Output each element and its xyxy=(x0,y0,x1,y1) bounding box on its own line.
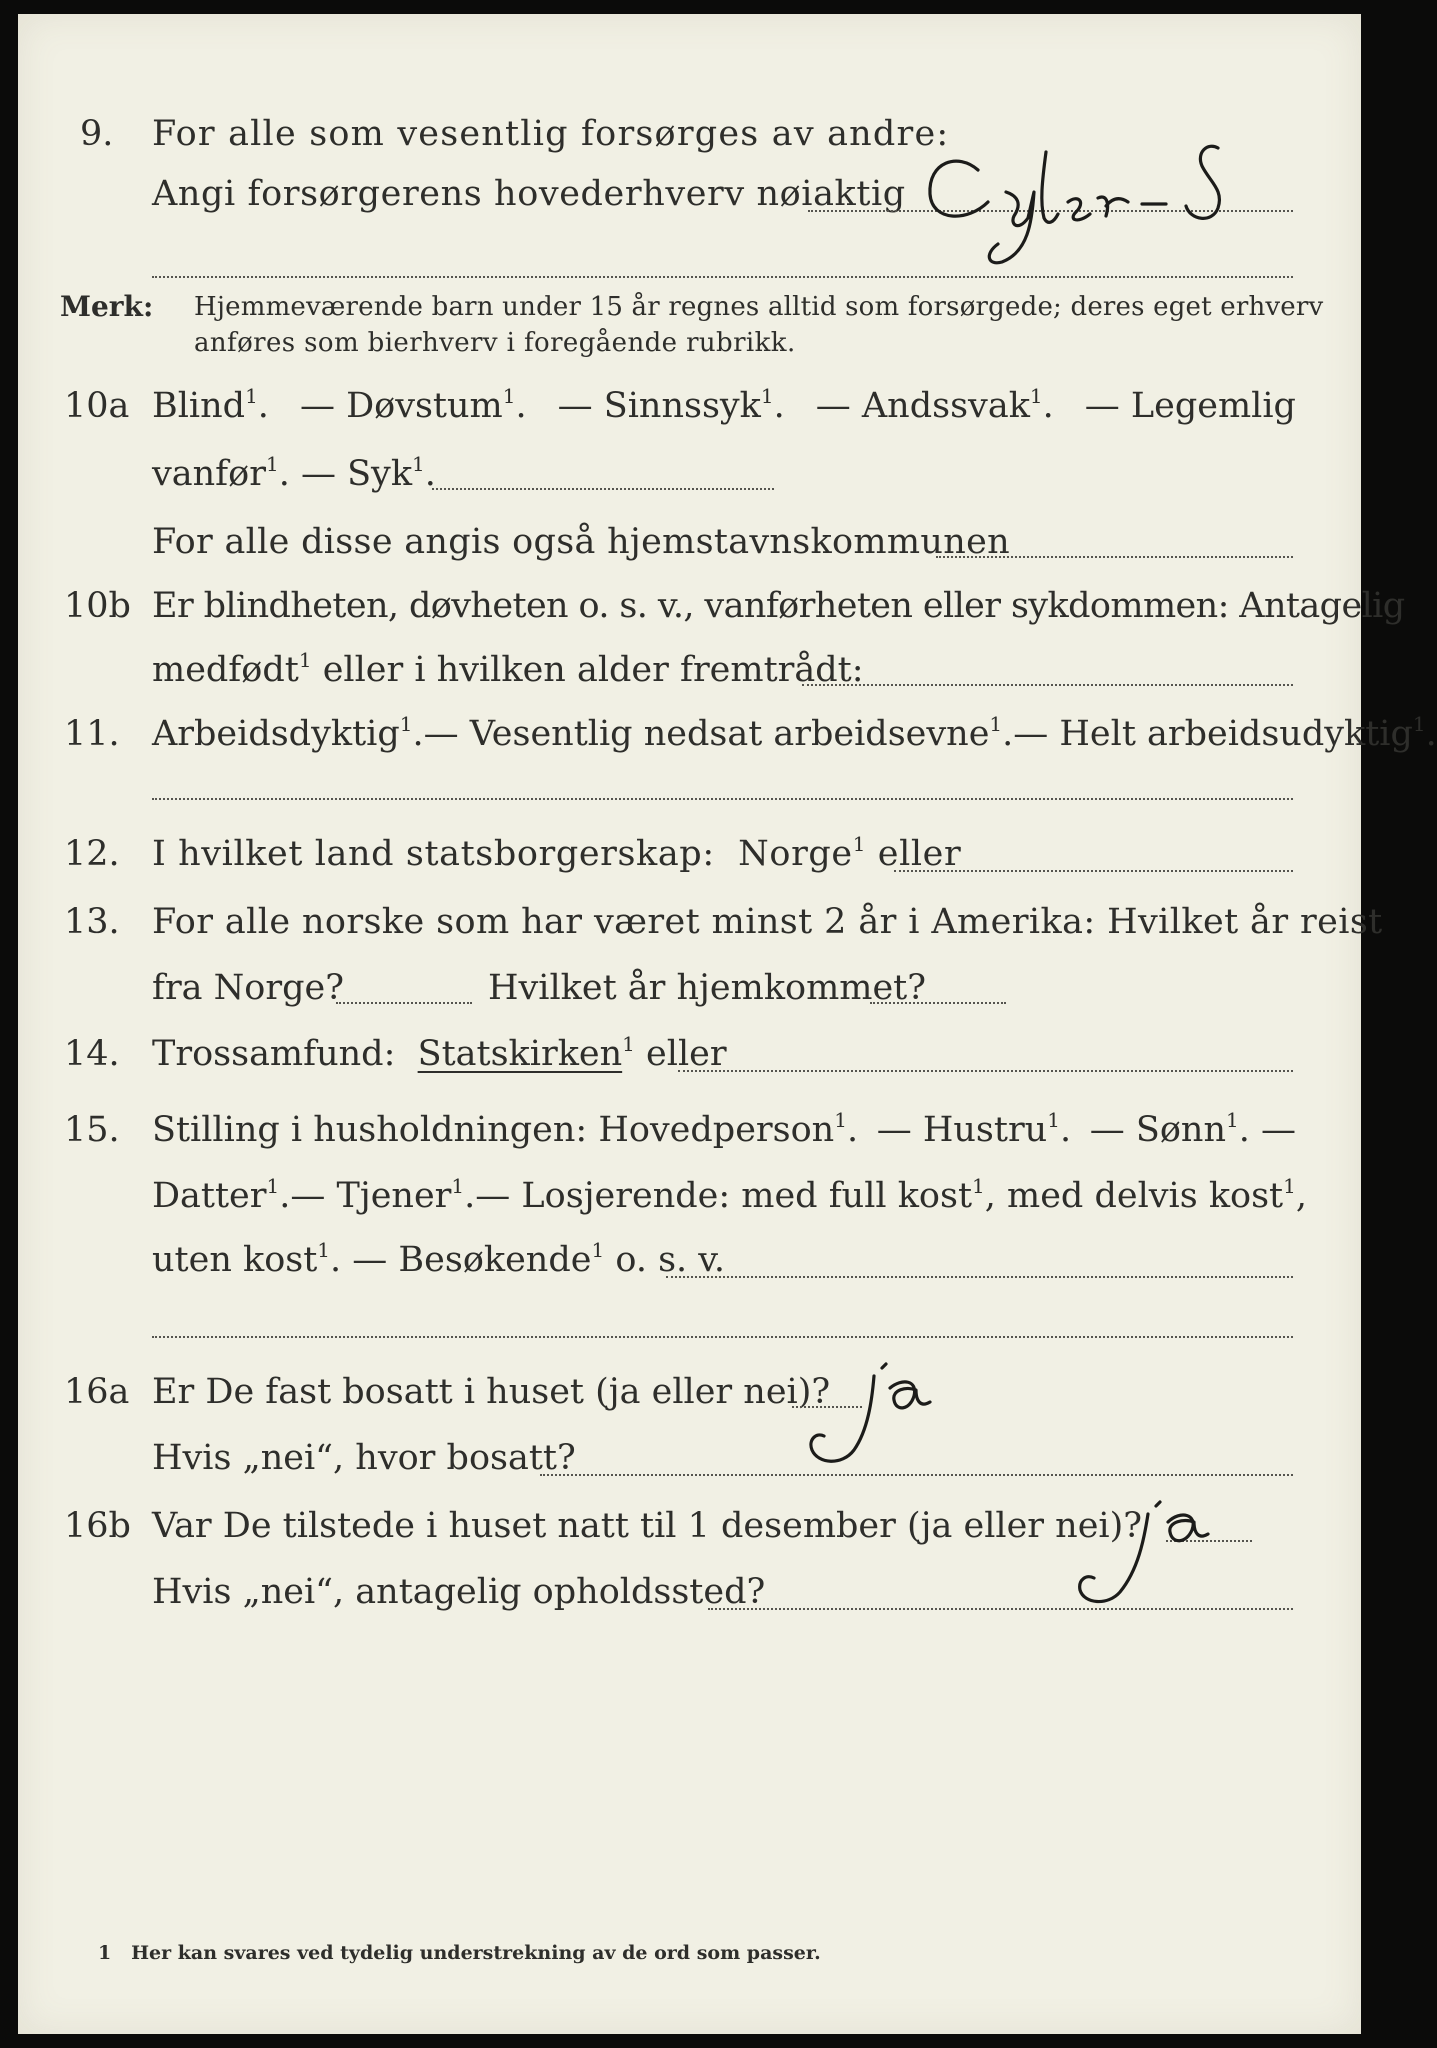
section-number: 15. xyxy=(64,1110,120,1150)
census-form-page xyxy=(18,14,1437,2034)
answer-leader-line xyxy=(666,1276,1293,1278)
footnote xyxy=(98,1942,821,1964)
handwritten-answer-16a xyxy=(798,1360,978,1480)
option-udyktig: — Helt arbeidsudyktig$^1$. xyxy=(1013,712,1437,754)
option-hustru: — Hustru$^1$. xyxy=(876,1108,1072,1150)
footnote-text: Her kan svares ved tydelig understrekning av de ord som passer. xyxy=(131,1942,821,1964)
merk-text: Hjemmeværende barn under 15 år regnes alltid som forsørgede; deres eget erhverv xyxy=(194,292,1324,322)
question-text: Er blindheten, døvheten o. s. v., vanførheten eller sykdommen: Antagelig xyxy=(152,586,1405,626)
section-number: 9. xyxy=(80,114,114,154)
option-losjerende: — Losjerende: med full kost$^1$ xyxy=(475,1174,985,1216)
option-arbeidsdyktig: Arbeidsdyktig$^1$. xyxy=(152,712,424,754)
answer-leader-line xyxy=(678,1070,1293,1072)
option-sinnssyk: — Sinnssyk$^1$. xyxy=(557,384,785,426)
section-number: 16a xyxy=(64,1372,130,1412)
answer-leader-line xyxy=(708,1608,1293,1610)
question-text: Trossamfund: Statskirken$^1$ eller xyxy=(152,1032,727,1074)
answer-leader-line xyxy=(152,798,1293,800)
section-divider xyxy=(152,276,1293,278)
answer-leader-line xyxy=(894,870,1293,872)
question-text: For alle som vesentlig forsørges av andre: xyxy=(152,114,950,154)
option-delvis-kost: , med delvis kost$^1$, xyxy=(984,1174,1307,1216)
option-norge: Norge$^1$ xyxy=(738,832,867,874)
section-number: 11. xyxy=(64,714,120,754)
handwritten-occupation xyxy=(918,132,1278,272)
question-text: For alle disse angis også hjemstavnskommunen xyxy=(152,522,1010,562)
option-nedsat: — Vesentlig nedsat arbeidsevne$^1$. xyxy=(423,712,1014,754)
answer-leader-line xyxy=(336,1002,472,1004)
section-number: 10a xyxy=(64,386,130,426)
option-blind: Blind$^1$. xyxy=(152,384,269,426)
section-number: 14. xyxy=(64,1034,120,1074)
question-text: For alle norske som har været minst 2 år i Amerika: Hvilket år reist xyxy=(152,902,1383,942)
answer-leader-line xyxy=(152,1336,1293,1338)
option-andssvak: — Andssvak$^1$. xyxy=(815,384,1054,426)
question-text: Hvis „nei“, antagelig opholdssted? xyxy=(152,1572,766,1612)
option-datter: Datter$^1$. xyxy=(152,1174,291,1216)
option-vanfor: vanfør$^1$. — Syk$^1$. xyxy=(152,452,436,494)
option-tjener: — Tjener$^1$. xyxy=(290,1174,476,1216)
answer-leader-line xyxy=(802,684,1293,686)
answer-leader-line xyxy=(432,488,774,490)
section-number: 12. xyxy=(64,834,120,874)
question-options xyxy=(152,1174,1307,1216)
option-statskirken: Statskirken xyxy=(417,1034,623,1074)
merk-text: anføres som bierhverv i foregående rubrikk. xyxy=(194,328,796,358)
question-text: I hvilket land statsborgerskap: Norge$^1$ eller xyxy=(152,832,962,874)
option-dovstum: — Døvstum$^1$. xyxy=(299,384,527,426)
answer-leader-line xyxy=(540,1474,1293,1476)
question-text: Hvilket år hjemkommet? xyxy=(488,968,927,1008)
answer-leader-line xyxy=(936,556,1293,558)
option-hovedperson: Stilling i husholdningen: Hovedperson$^1$. xyxy=(152,1108,859,1150)
section-number: 13. xyxy=(64,902,120,942)
question-options xyxy=(152,386,1296,426)
question-text: Angi forsørgerens hovederhverv nøiaktig xyxy=(152,174,906,214)
question-text: fra Norge? xyxy=(152,968,344,1008)
question-text: uten kost$^1$. — Besøkende$^1$ o. s. v. xyxy=(152,1238,726,1280)
merk-label: Merk: xyxy=(60,290,154,323)
section-number: 10b xyxy=(64,586,131,626)
question-text: Var De tilstede i huset natt til 1 desember (ja eller nei)? xyxy=(152,1506,1143,1546)
question-options xyxy=(152,1110,1296,1150)
question-text: Hvis „nei“, hvor bosatt? xyxy=(152,1438,576,1478)
option-sonn: — Sønn$^1$. — xyxy=(1089,1108,1296,1150)
option-legemlig: — Legemlig xyxy=(1084,386,1296,426)
handwritten-answer-16b xyxy=(1058,1496,1258,1616)
footnote-mark: 1 xyxy=(98,1942,112,1964)
question-text: Er De fast bosatt i huset (ja eller nei)? xyxy=(152,1372,831,1412)
answer-leader-line xyxy=(870,1002,1006,1004)
question-text: medfødt$^1$ eller i hvilken alder fremtrådt: xyxy=(152,648,864,690)
question-options xyxy=(152,712,1437,754)
section-number: 16b xyxy=(64,1506,131,1546)
